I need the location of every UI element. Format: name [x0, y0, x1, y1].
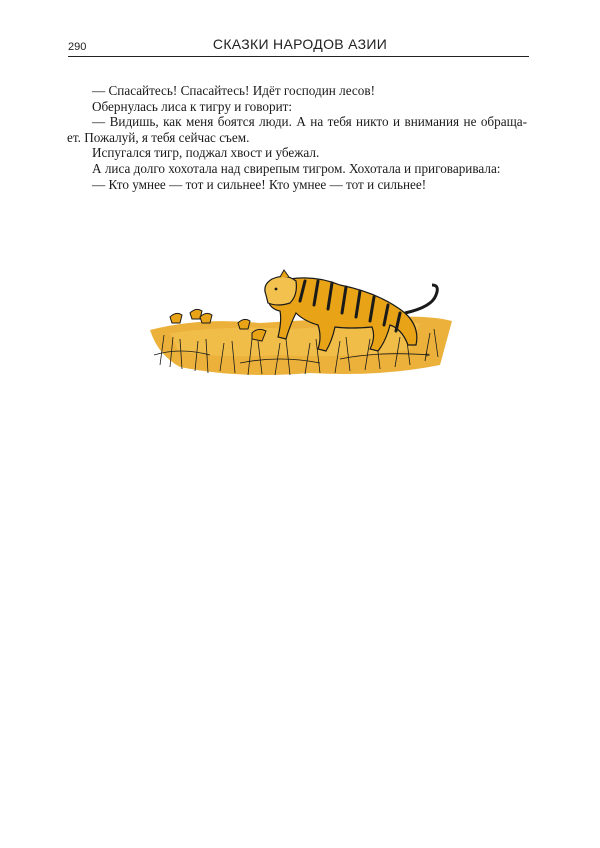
paragraph: — Спасайтесь! Спасайтесь! Идёт господин лесов! — [92, 83, 375, 98]
header-rule — [68, 56, 529, 57]
tiger-ear — [280, 270, 289, 277]
paragraph-continuation: ет. Пожалуй, я тебя сейчас съем. — [67, 129, 250, 145]
signature-mark: * — [425, 352, 429, 361]
paragraph: А лиса долго хохотала над свирепым тигром. Хохотала и приговаривала: — [92, 160, 501, 176]
running-title: СКАЗКИ НАРОДОВ АЗИИ — [212, 36, 388, 52]
paragraph: — Видишь, как меня боятся люди. А на тебя никто и внимания не обраща- — [92, 114, 527, 130]
paragraph: Испугался тигр, поджал хвост и убежал. — [92, 145, 320, 161]
paragraph: Обернулась лиса к тигру и говорит: — [92, 98, 293, 114]
page-number: 290 — [68, 41, 87, 53]
story-text — [67, 83, 527, 192]
tiger-tail — [405, 285, 437, 313]
tiger-eye — [275, 288, 278, 291]
paragraph: — Кто умнее — тот и сильнее! Кто умнее — тот и сильнее! — [92, 176, 427, 192]
tiger-illustration — [140, 255, 460, 390]
tiger-head — [265, 276, 297, 305]
